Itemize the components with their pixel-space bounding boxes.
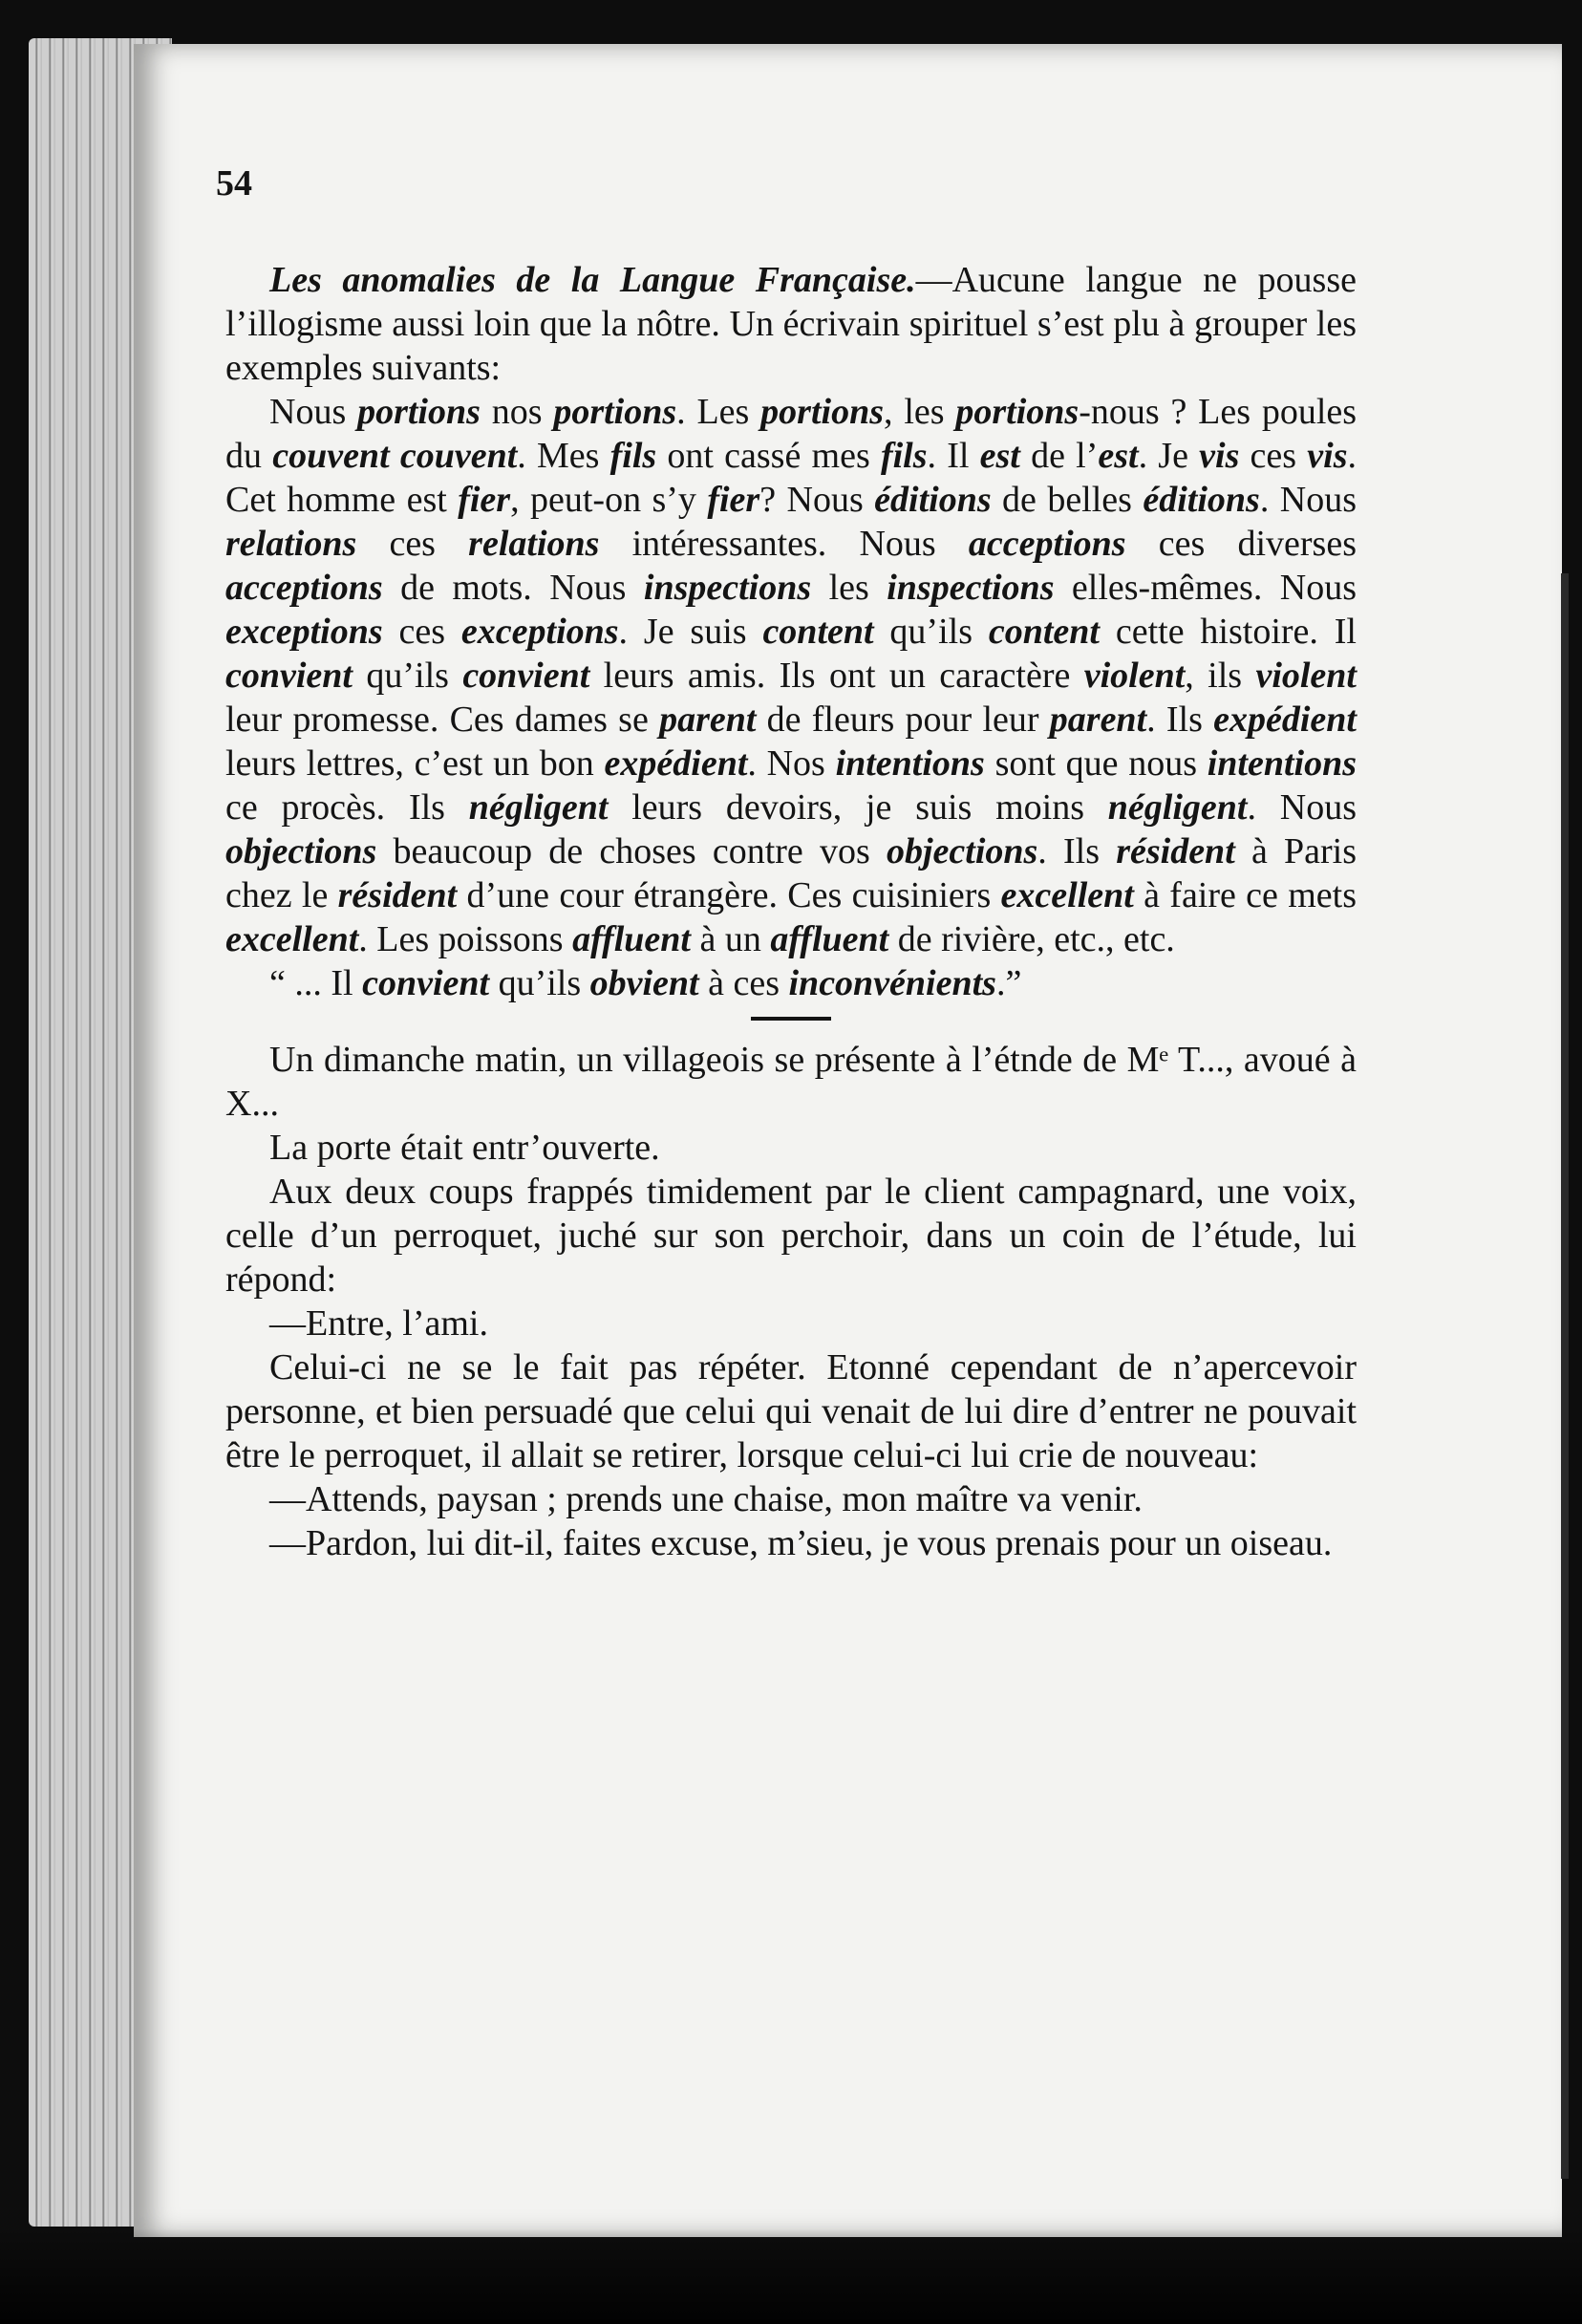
emphasized-word: inconvénients xyxy=(788,963,996,1003)
examples-paragraph xyxy=(225,390,1357,961)
text-run: de l’ xyxy=(1019,436,1099,476)
text-run: . Je suis xyxy=(618,612,763,652)
emphasized-word: obvient xyxy=(589,963,699,1003)
text-run: .” xyxy=(995,963,1022,1003)
text-run: d’une cour étrangère. Ces cuisiniers xyxy=(457,875,1001,915)
emphasized-word: portions xyxy=(553,392,677,432)
emphasized-word: résident xyxy=(337,875,458,915)
emphasized-word: excellent xyxy=(225,919,359,959)
text-run: de rivière, etc., etc. xyxy=(888,919,1175,959)
emphasized-word: objections xyxy=(225,831,377,872)
emphasized-word: portions xyxy=(955,392,1080,432)
text-run: de fleurs pour leur xyxy=(756,699,1050,740)
page-text xyxy=(225,258,1357,1565)
text-run: ces xyxy=(1239,436,1308,476)
emphasized-word: relations xyxy=(468,524,600,564)
emphasized-word: vis xyxy=(1199,436,1240,476)
text-run: ont cassé mes xyxy=(656,436,881,476)
text-run: beaucoup de choses contre vos xyxy=(376,831,887,872)
emphasized-word: parent xyxy=(1049,699,1147,740)
emphasized-word: couvent xyxy=(399,436,518,476)
text-run: Nous xyxy=(269,392,358,432)
emphasized-word: portions xyxy=(357,392,481,432)
story-paragraph: —Pardon, lui dit-il, faites excuse, m’sieu, je vous prenais pour un oiseau. xyxy=(269,1523,1333,1563)
emphasized-word: acceptions xyxy=(225,568,383,608)
text-run: elles-mêmes. Nous xyxy=(1054,568,1358,608)
text-run: à un xyxy=(690,919,771,959)
emphasized-word: fier xyxy=(458,480,511,520)
text-run: qu’ils xyxy=(489,963,590,1003)
text-run: ces xyxy=(356,524,469,564)
facing-page-edge xyxy=(1561,573,1569,2179)
emphasized-word: vis xyxy=(1307,436,1348,476)
emphasized-word: éditions xyxy=(1143,480,1260,520)
text-run: leurs lettres, c’est un bon xyxy=(225,743,605,784)
text-run: . Les xyxy=(676,392,761,432)
emphasized-word: résident xyxy=(1116,831,1235,872)
emphasized-word: fils xyxy=(880,436,928,476)
emphasized-word: violent xyxy=(1083,656,1186,696)
text-run: nos xyxy=(480,392,554,432)
story-paragraph: La porte était entr’ouverte. xyxy=(269,1128,660,1168)
emphasized-word: intentions xyxy=(835,743,985,784)
text-run: à Paris chez le xyxy=(225,831,1357,915)
text-run: “ ... Il xyxy=(269,963,363,1003)
text-run: de belles xyxy=(991,480,1144,520)
text-run: , peut-on s’y xyxy=(510,480,708,520)
emphasized-word: convient xyxy=(462,656,590,696)
text-run: . Nos xyxy=(747,743,836,784)
emphasized-word: éditions xyxy=(874,480,992,520)
emphasized-word: violent xyxy=(1255,656,1357,696)
story-paragraph: —Attends, paysan ; prends une chaise, mon maître va venir. xyxy=(269,1479,1143,1519)
emphasized-word: inspections xyxy=(643,568,812,608)
text-run: . Cet homme est xyxy=(225,436,1358,520)
intro-text: —Aucune langue ne pousse l’illogisme aussi loin que la nôtre. Un écrivain spirituel s’est plu à grouper les exemples suivants: xyxy=(225,260,1357,388)
emphasized-word: exceptions xyxy=(225,612,383,652)
text-run: . Ils xyxy=(1146,699,1214,740)
emphasized-word: inspections xyxy=(887,568,1055,608)
closing-quote xyxy=(225,961,1357,1005)
emphasized-word: expédient xyxy=(1213,699,1357,740)
text-run: . Mes xyxy=(517,436,610,476)
emphasized-word: est xyxy=(1098,436,1139,476)
emphasized-word: convient xyxy=(362,963,490,1003)
page-number: 54 xyxy=(216,163,252,204)
text-run: . Les poissons xyxy=(358,919,573,959)
text-run: leurs amis. Ils ont un caractère xyxy=(589,656,1084,696)
section-heading: Les anomalies de la Langue Française. xyxy=(269,260,916,300)
text-run: -nous ? Les poules du xyxy=(225,392,1358,476)
emphasized-word: fils xyxy=(609,436,657,476)
story-paragraph: Celui-ci ne se le fait pas répéter. Etonné cependant de n’apercevoir personne, et bien persuadé que celui qui venait de lui dire d’entrer ne pouvait être le perroquet, il allait se retirer, lorsque celui-ci lui crie de nouveau: xyxy=(225,1347,1357,1475)
emphasized-word: exceptions xyxy=(460,612,619,652)
emphasized-word: est xyxy=(979,436,1020,476)
text-run xyxy=(390,436,400,476)
emphasized-word: content xyxy=(762,612,874,652)
emphasized-word: portions xyxy=(760,392,884,432)
text-run: . Je xyxy=(1138,436,1200,476)
emphasized-word: excellent xyxy=(1000,875,1134,915)
text-run: qu’ils xyxy=(873,612,989,652)
text-run: . Ils xyxy=(1037,831,1117,872)
story-paragraph: Un dimanche matin, un villageois se présente à l’étnde de Mᵉ T..., avoué à X... xyxy=(225,1040,1357,1124)
emphasized-word: couvent xyxy=(272,436,390,476)
text-run: ces xyxy=(382,612,461,652)
emphasized-word: fier xyxy=(707,480,760,520)
emphasized-word: affluent xyxy=(770,919,889,959)
text-run: leur promesse. Ces dames se xyxy=(225,699,660,740)
text-run: de mots. Nous xyxy=(382,568,644,608)
emphasized-word: affluent xyxy=(572,919,691,959)
emphasized-word: relations xyxy=(225,524,357,564)
text-run: leurs devoirs, je suis moins xyxy=(608,787,1108,828)
emphasized-word: expédient xyxy=(604,743,748,784)
story-paragraph: Aux deux coups frappés timidement par le client campagnard, une voix, celle d’un perroquet, juché sur son perchoir, dans un coin de l’étude, lui répond: xyxy=(225,1172,1357,1300)
emphasized-word: parent xyxy=(659,699,757,740)
text-run: ces diverses xyxy=(1125,524,1357,564)
emphasized-word: convient xyxy=(225,656,353,696)
section-separator xyxy=(751,1017,831,1021)
text-run: qu’ils xyxy=(352,656,463,696)
text-run: , les xyxy=(884,392,956,432)
text-run: à faire ce mets xyxy=(1133,875,1357,915)
emphasized-word: intentions xyxy=(1207,743,1358,784)
anomalies-paragraph xyxy=(225,258,1357,390)
text-run: intéressantes. Nous xyxy=(599,524,969,564)
text-run: les xyxy=(811,568,887,608)
text-run: sont que nous xyxy=(984,743,1208,784)
text-run: ce procès. Ils xyxy=(225,787,469,828)
text-run: cette histoire. Il xyxy=(1099,612,1357,652)
story-paragraph: —Entre, l’ami. xyxy=(269,1303,488,1344)
text-run: ? Nous xyxy=(759,480,875,520)
text-run: . Nous xyxy=(1259,480,1357,520)
emphasized-word: objections xyxy=(886,831,1038,872)
bottom-shadow xyxy=(0,2228,1582,2324)
emphasized-word: négligent xyxy=(1107,787,1248,828)
emphasized-word: acceptions xyxy=(968,524,1126,564)
emphasized-word: négligent xyxy=(468,787,609,828)
text-run: , ils xyxy=(1185,656,1256,696)
text-run: . Il xyxy=(927,436,980,476)
emphasized-word: content xyxy=(988,612,1100,652)
text-run: . Nous xyxy=(1247,787,1357,828)
text-run: à ces xyxy=(698,963,789,1003)
